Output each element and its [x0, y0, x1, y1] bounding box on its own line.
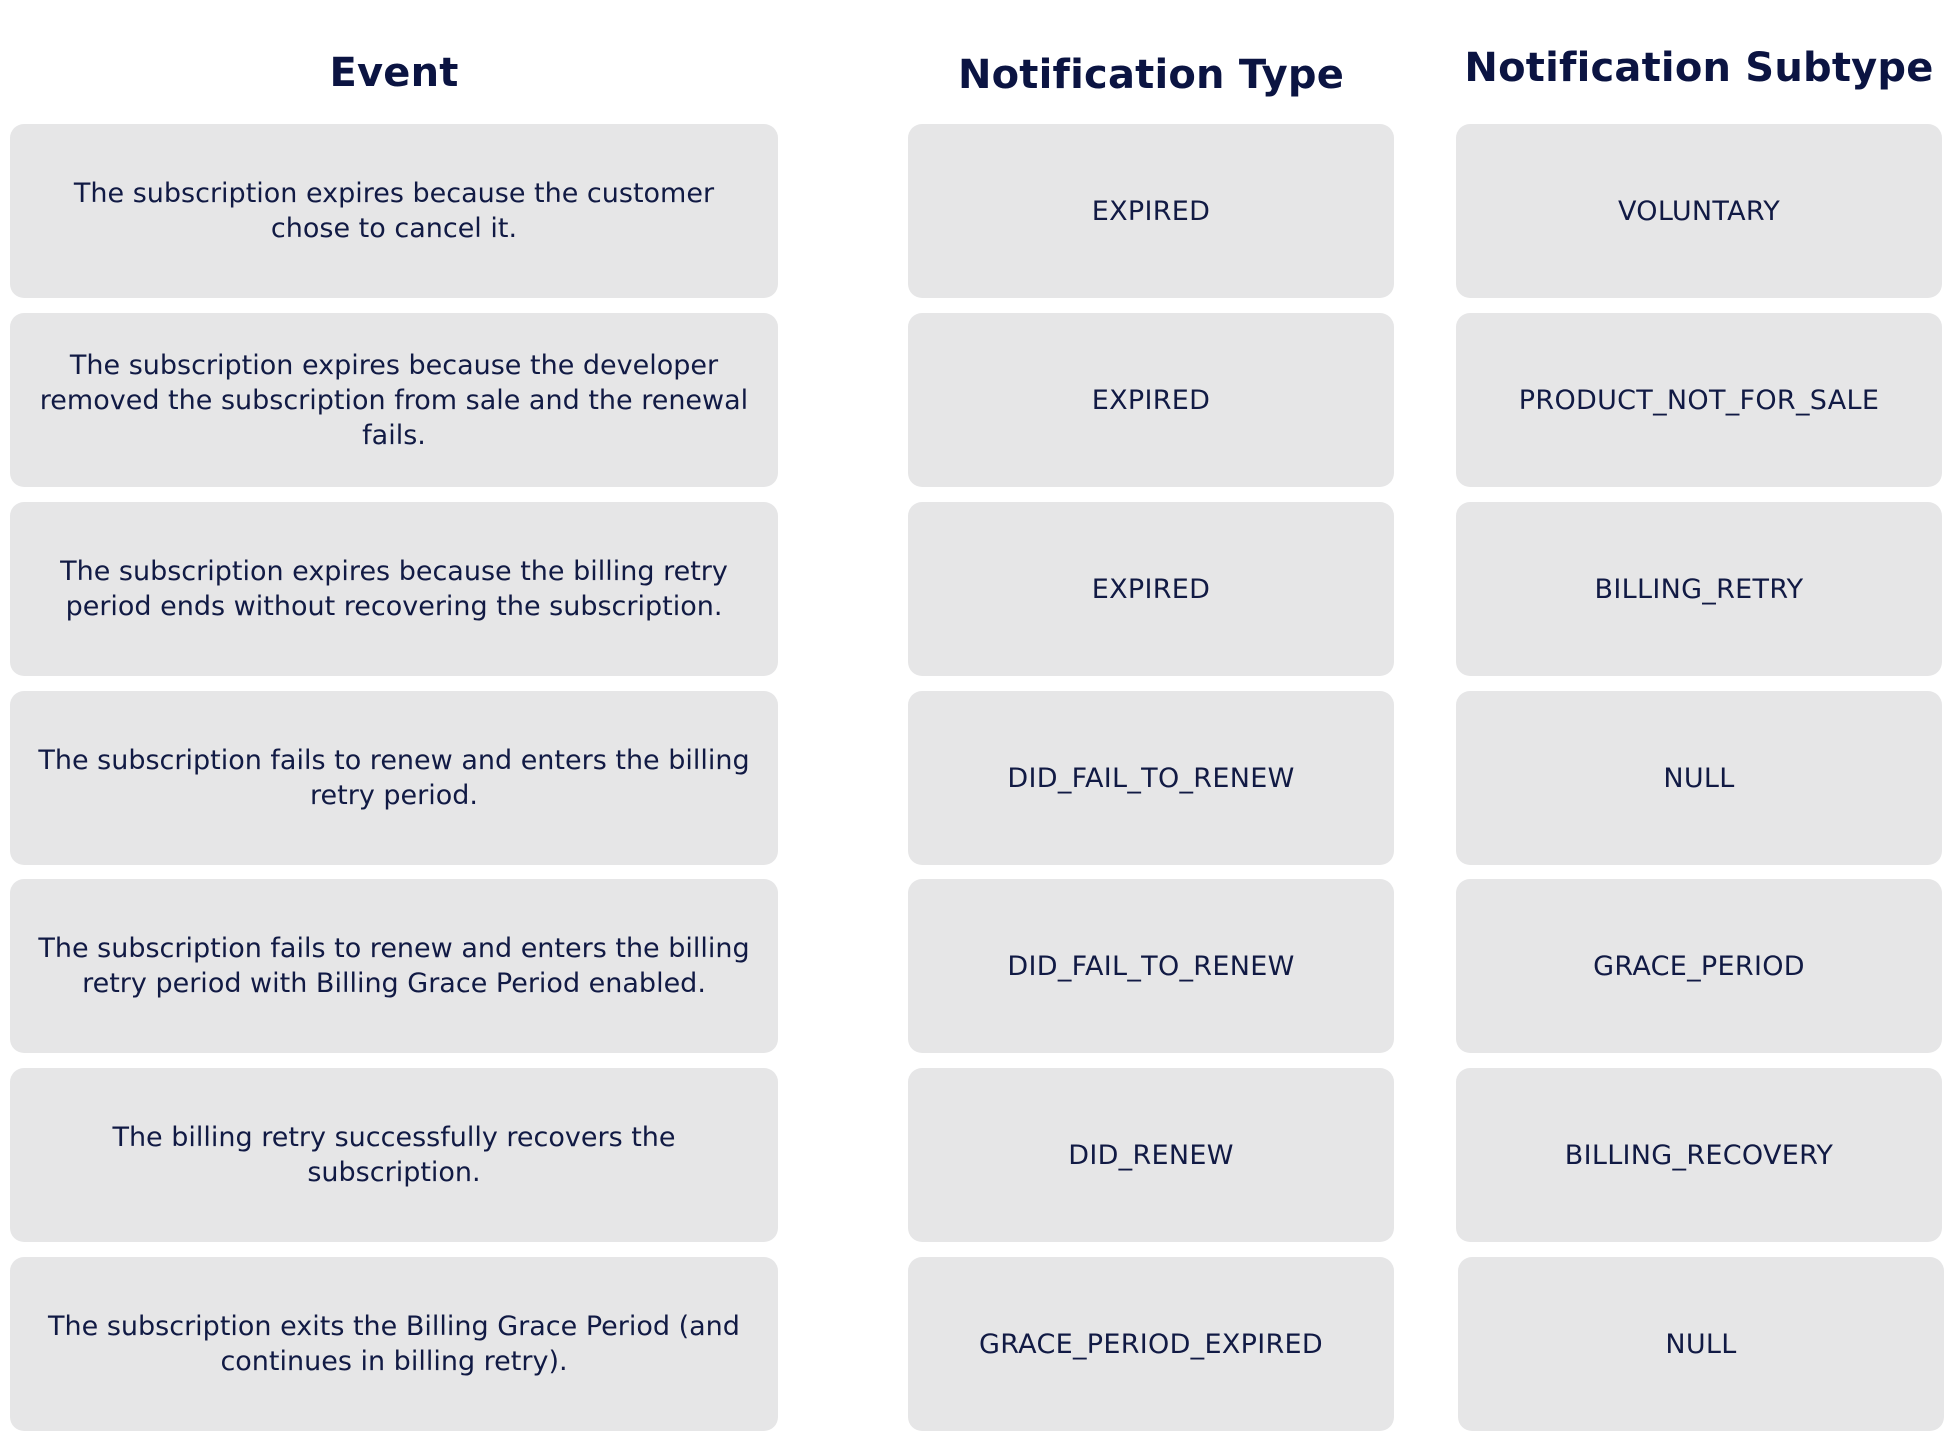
notification-subtype-cell: BILLING_RECOVERY [1456, 1068, 1942, 1242]
notification-type-cell: DID_FAIL_TO_RENEW [908, 691, 1394, 865]
event-cell: The billing retry successfully recovers the subscription. [10, 1068, 778, 1242]
event-cell: The subscription expires because the billing retry period ends without recovering the subscription. [10, 502, 778, 676]
notification-subtype-cell: PRODUCT_NOT_FOR_SALE [1456, 313, 1942, 487]
event-cell: The subscription fails to renew and enters the billing retry period with Billing Grace Period enabled. [10, 879, 778, 1053]
notification-type-cell: GRACE_PERIOD_EXPIRED [908, 1257, 1394, 1431]
notification-type-cell: DID_RENEW [908, 1068, 1394, 1242]
event-cell: The subscription exits the Billing Grace Period (and continues in billing retry). [10, 1257, 778, 1431]
notification-subtype-cell: NULL [1458, 1257, 1944, 1431]
notification-type-cell: EXPIRED [908, 313, 1394, 487]
notification-type-cell: EXPIRED [908, 124, 1394, 298]
notification-subtype-cell: NULL [1456, 691, 1942, 865]
header-event: Event [329, 50, 459, 96]
header-notification-subtype: Notification Subtype [1464, 45, 1934, 91]
header-notification-type: Notification Type [957, 52, 1345, 98]
notification-subtype-cell: BILLING_RETRY [1456, 502, 1942, 676]
notification-type-cell: EXPIRED [908, 502, 1394, 676]
notification-subtype-cell: VOLUNTARY [1456, 124, 1942, 298]
event-cell: The subscription expires because the developer removed the subscription from sale and the renewal fails. [10, 313, 778, 487]
event-cell: The subscription expires because the customer chose to cancel it. [10, 124, 778, 298]
event-cell: The subscription fails to renew and enters the billing retry period. [10, 691, 778, 865]
notification-subtype-cell: GRACE_PERIOD [1456, 879, 1942, 1053]
notification-type-cell: DID_FAIL_TO_RENEW [908, 879, 1394, 1053]
